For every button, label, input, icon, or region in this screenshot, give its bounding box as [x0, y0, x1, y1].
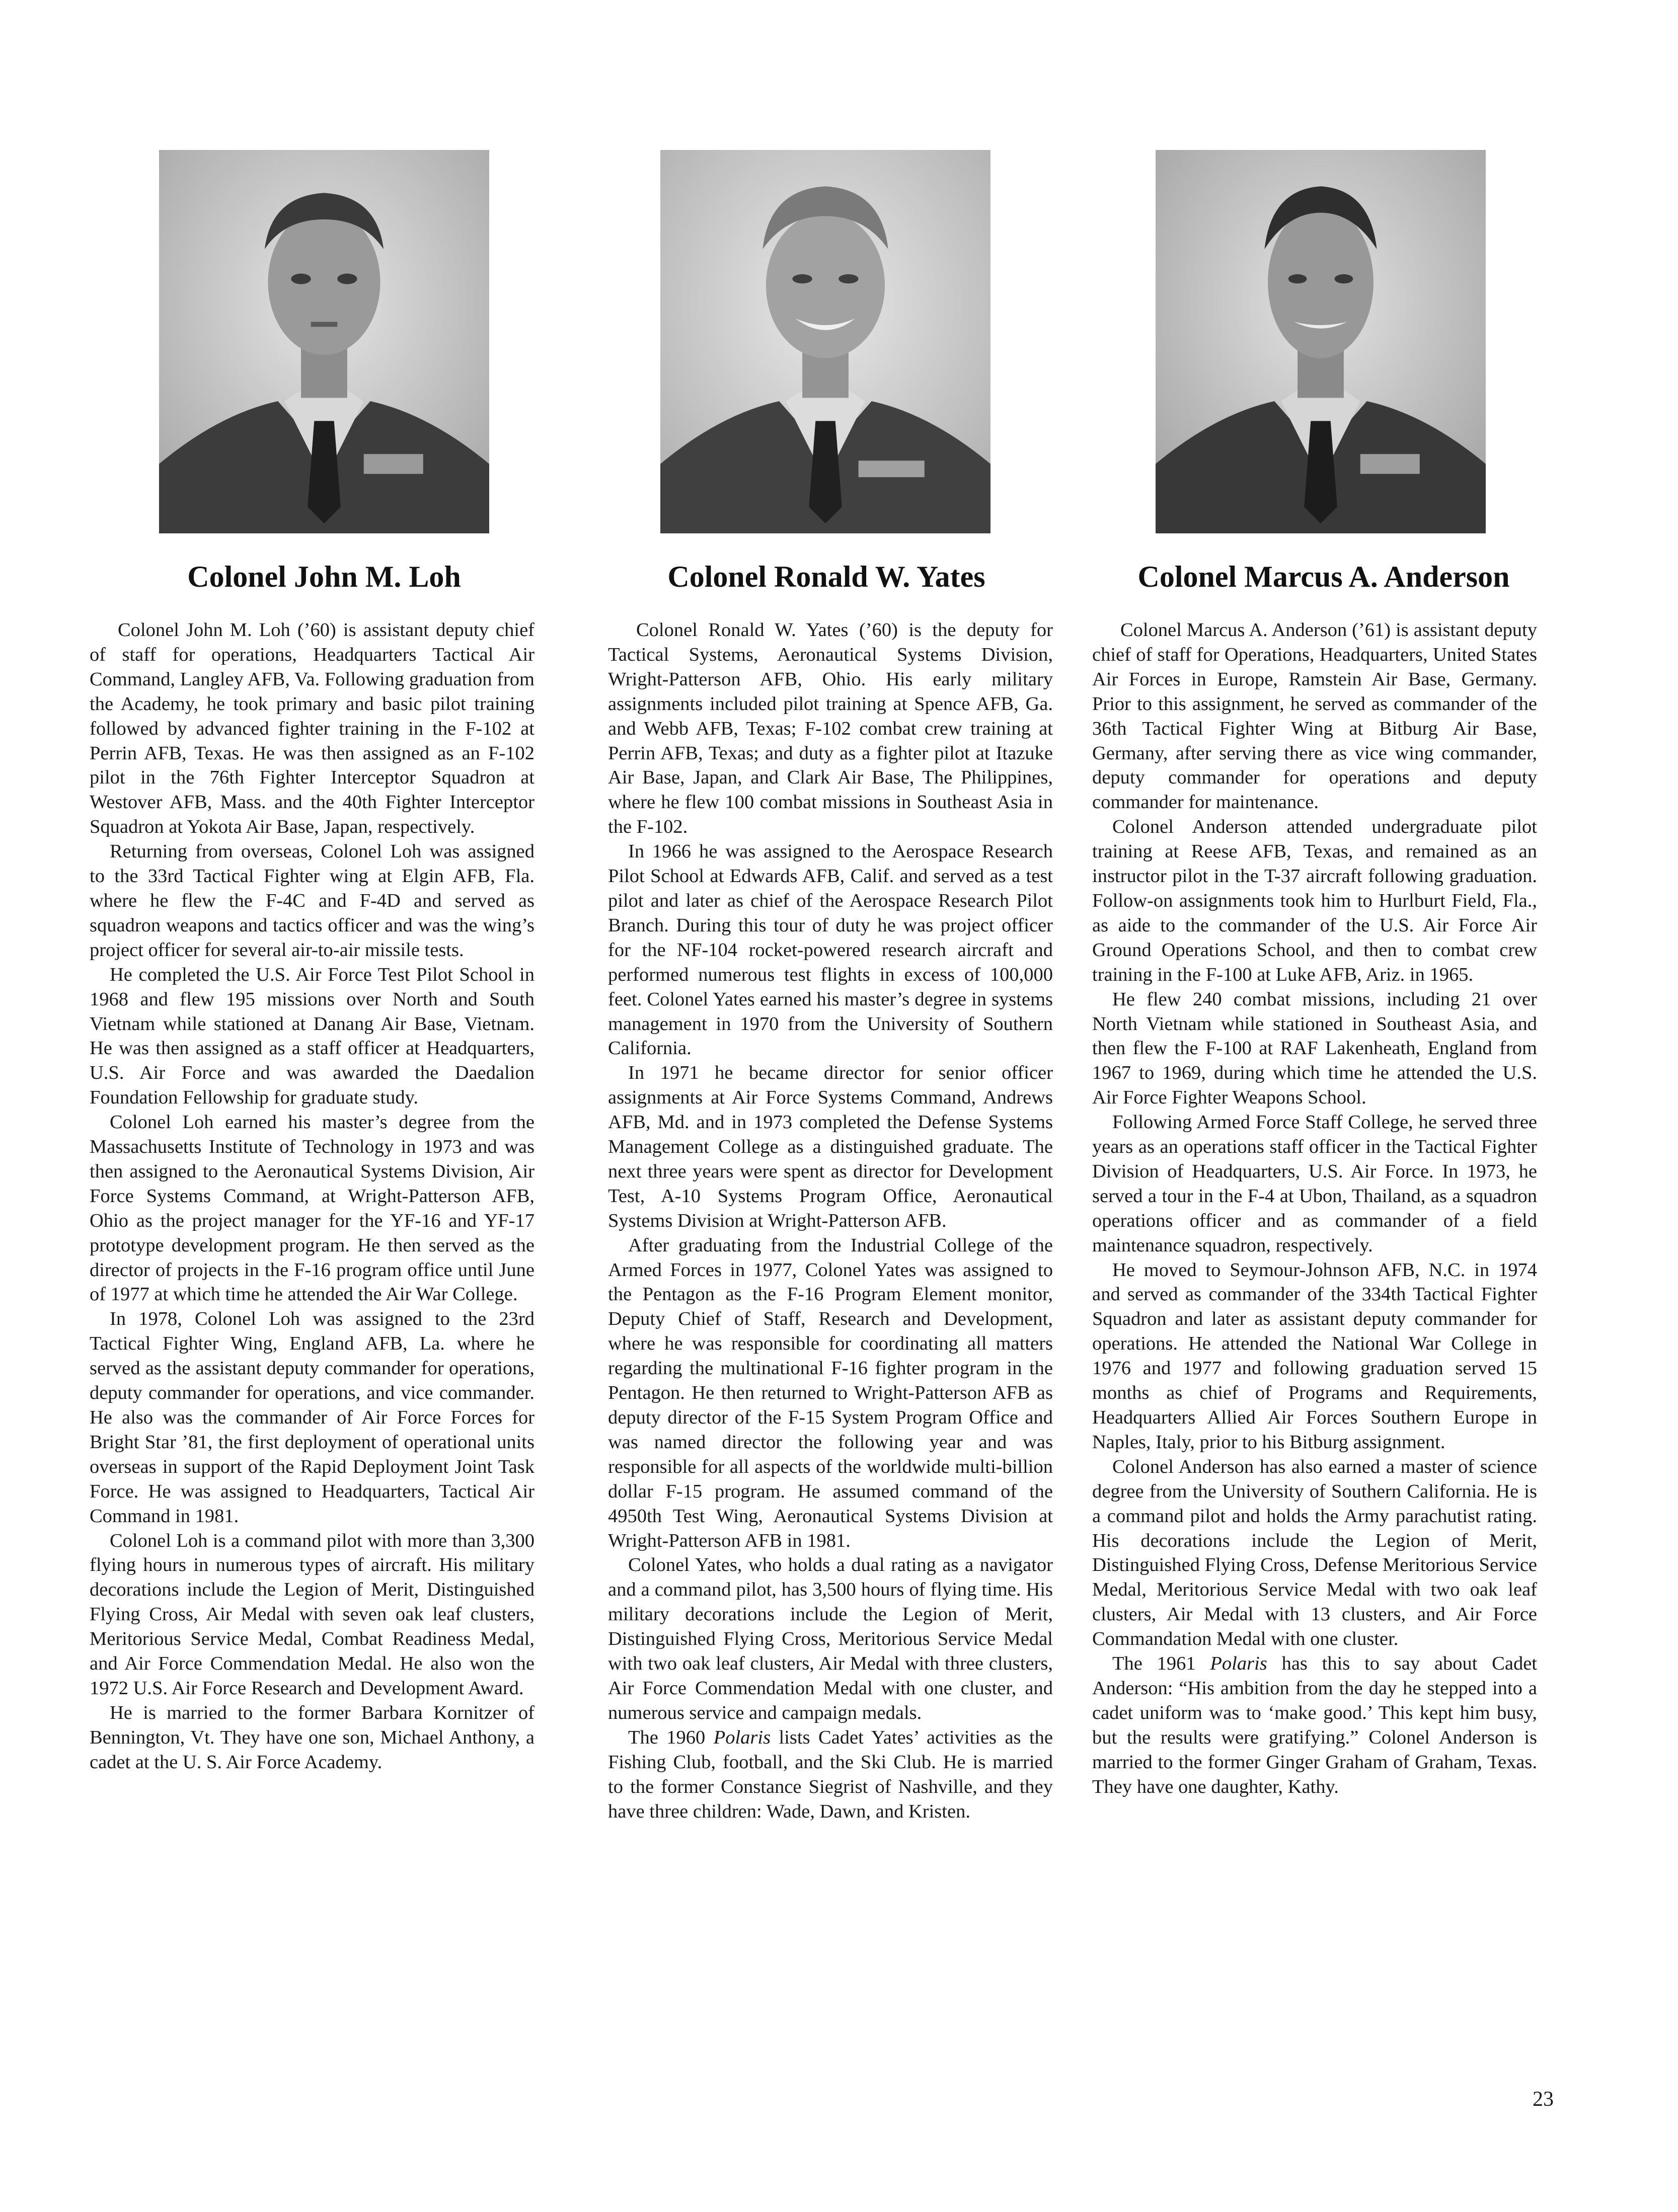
officer-name-loh: Colonel John M. Loh	[187, 560, 461, 593]
bio-paragraph: Colonel Loh is a command pilot with more than 3,300 flying hours in numerous types of aircraft. His military decorations include the Legion of Merit, Distinguished Flying Cross, Air Medal with seven oak leaf clusters, Meritorious Service Medal, Combat Readiness Medal, and Air Force Commendation Medal. He also won the 1972 U.S. Air Force Research and Development Award.	[90, 1530, 535, 1699]
bio-paragraph: He flew 240 combat missions, including 21 over North Vietnam while stationed in Southeast Asia, and then flew the F-100 at RAF Lakenheath, England from 1967 to 1969, during which time he attended the U.S. Air Force Fighter Weapons School.	[1092, 988, 1537, 1109]
bio-paragraph: In 1966 he was assigned to the Aerospace Research Pilot School at Edwards AFB, Calif. and served as a test pilot and later as chief of the Aerospace Research Pilot Branch. During this tour of duty he was project officer for the NF-104 rocket-powered research aircraft and performed numerous test flights in excess of 100,000 feet. Colonel Yates earned his master’s degree in systems management in 1970 from the University of Southern California.	[608, 841, 1053, 1059]
bio-paragraph: Returning from overseas, Colonel Loh was assigned to the 33rd Tactical Fighter wing at Elgin AFB, Fla. where he flew the F-4C and F-4D and served as squadron weapons and tactics officer and was the wing’s project officer for several air-to-air missile tests.	[90, 841, 535, 961]
bio-paragraph: Colonel Anderson attended undergraduate pilot training at Reese AFB, Texas, and remained as an instructor pilot in the T-37 aircraft following graduation. Follow-on assignments took him to Hurlburt Field, Fla., as aide to the commander of the U.S. Air Force Air Ground Operations School, and then to combat crew training in the F-100 at Luke AFB, Ariz. in 1965.	[1092, 816, 1537, 985]
bio-paragraph	[608, 1725, 1053, 1824]
bio-paragraph: Colonel Marcus A. Anderson (’61) is assistant deputy chief of staff for Operations, Headquarters, United States Air Forces in Europe, Ramstein Air Base, Germany. Prior to this assignment, he served as commander of the 36th Tactical Fighter Wing at Bitburg Air Base, Germany, after serving there as vice wing commander, deputy commander for operations and deputy commander for maintenance.	[1092, 619, 1537, 813]
officer-name-anderson: Colonel Marcus A. Anderson	[1137, 560, 1510, 593]
bio-paragraph: After graduating from the Industrial College of the Armed Forces in 1977, Colonel Yates was assigned to the Pentagon as the F-16 Program Element monitor, Deputy Chief of Staff, Research and Development, where he was responsible for coordinating all matters regarding the multinational F-16 fighter program in the Pentagon. He then returned to Wright-Patterson AFB as deputy director of the F-15 System Program Office and was named director the following year and was responsible for all aspects of the worldwide multi-billion dollar F-15 program. He assumed command of the 4950th Test Wing, Aeronautical Systems Division at Wright-Patterson AFB in 1981.	[608, 1234, 1053, 1551]
bio-paragraph: He moved to Seymour-Johnson AFB, N.C. in 1974 and served as commander of the 334th Tactical Fighter Squadron and later as assistant deputy commander for operations. He attended the National War College in 1976 and 1977 and following graduation served 15 months as chief of Programs and Requirements, Headquarters Allied Air Forces Southern Europe in Naples, Italy, prior to his Bitburg assignment.	[1092, 1259, 1537, 1453]
bio-anderson	[1092, 618, 1537, 1799]
bio-paragraph: In 1971 he became director for senior officer assignments at Air Force Systems Command, Andrews AFB, Md. and in 1973 completed the Defense Systems Management College as a distinguished graduate. The next three years were spent as director for Development Test, A-10 Systems Program Office, Aeronautical Systems Division at Wright-Patterson AFB.	[608, 1062, 1053, 1231]
bio-paragraph: Colonel Ronald W. Yates (’60) is the deputy for Tactical Systems, Aeronautical Systems Division, Wright-Patterson AFB, Ohio. His early military assignments included pilot training at Spence AFB, Ga. and Webb AFB, Texas; F-102 combat crew training at Perrin AFB, Texas; and duty as a fighter pilot at Itazuke Air Base, Japan, and Clark Air Base, The Philippines, where he flew 100 combat missions in Southeast Asia in the F-102.	[608, 619, 1053, 838]
paragraph-text: lists Cadet Yates’ activities as the Fishing Club, football, and the Ski Club. He is married to the former Constance Siegrist of Nashville, and they have three children: Wade, Dawn, and Kristen.	[608, 1726, 1053, 1822]
paragraph-text: The 1960	[628, 1726, 714, 1748]
bio-paragraph: Colonel John M. Loh (’60) is assistant deputy chief of staff for operations, Headquarters Tactical Air Command, Langley AFB, Va. Following graduation from the Academy, he took primary and basic pilot training followed by advanced fighter training in the F-102 at Perrin AFB, Texas. He was then assigned as an F-102 pilot in the 76th Fighter Interceptor Squadron at Westover AFB, Mass. and the 40th Fighter Interceptor Squadron at Yokota Air Base, Japan, respectively.	[90, 619, 535, 838]
officer-name-yates: Colonel Ronald W. Yates	[667, 560, 985, 593]
bio-paragraph: Colonel Loh earned his master’s degree from the Massachusetts Institute of Technology in 1973 and was then assigned to the Aeronautical Systems Division, Air Force Systems Command, at Wright-Patterson AFB, Ohio as the project manager for the YF-16 and YF-17 prototype development program. He then served as the director of projects in the F-16 program office until June of 1977 at which time he attended the Air War College.	[90, 1112, 535, 1305]
page-number: 23	[1533, 2088, 1554, 2111]
paragraph-text: has this to say about Cadet Anderson: “His ambition from the day he stepped into a cadet uniform was to ‘make good.’ This kept him busy, but the results were gratifying.” Colonel Anderson is married to the former Ginger Graham of Graham, Texas. They have one daughter, Kathy.	[1092, 1653, 1537, 1797]
bio-paragraph: He is married to the former Barbara Kornitzer of Bennington, Vt. They have one son, Michael Anthony, a cadet at the U. S. Air Force Academy.	[90, 1702, 535, 1773]
bio-paragraph: Colonel Anderson has also earned a master of science degree from the University of Southern California. He is a command pilot and holds the Army parachutist rating. His decorations include the Legion of Merit, Distinguished Flying Cross, Defense Meritorious Service Medal, Meritorious Service Medal with two oak leaf clusters, Air Medal with 13 clusters, and Air Force Commandation Medal with one cluster.	[1092, 1456, 1537, 1650]
publication-title: Polaris	[1210, 1653, 1267, 1675]
portrait-loh	[159, 150, 489, 533]
bio-paragraph: Following Armed Force Staff College, he served three years as an operations staff officer in the Tactical Fighter Division of Headquarters, U.S. Air Force. In 1973, he served a tour in the F-4 at Ubon, Thailand, as a squadron operations officer and as commander of a field maintenance squadron, respectively.	[1092, 1112, 1537, 1256]
publication-title: Polaris	[713, 1726, 771, 1748]
portrait-anderson	[1156, 150, 1486, 533]
bio-paragraph	[1092, 1651, 1537, 1799]
bio-yates	[608, 618, 1053, 1824]
paragraph-text: The 1961	[1112, 1653, 1210, 1675]
bio-paragraph: In 1978, Colonel Loh was assigned to the 23rd Tactical Fighter Wing, England AFB, La. where he served as the assistant deputy commander for operations, deputy commander for operations, and vice commander. He also was the commander of Air Force Forces for Bright Star ’81, the first deployment of operational units overseas in support of the Rapid Deployment Joint Task Force. He was assigned to Headquarters, Tactical Air Command in 1981.	[90, 1308, 535, 1527]
bio-loh	[90, 618, 535, 1775]
bio-paragraph: Colonel Yates, who holds a dual rating as a navigator and a command pilot, has 3,500 hours of flying time. His military decorations include the Legion of Merit, Distinguished Flying Cross, Meritorious Service Medal with two oak leaf clusters, Air Medal with three clusters, Air Force Commendation Medal with one cluster, and numerous service and campaign medals.	[608, 1554, 1053, 1723]
portrait-yates	[660, 150, 990, 533]
bio-paragraph: He completed the U.S. Air Force Test Pilot School in 1968 and flew 195 missions over North and South Vietnam while stationed at Danang Air Base, Vietnam. He was then assigned as a staff officer at Headquarters, U.S. Air Force and was awarded the Daedalion Foundation Fellowship for graduate study.	[90, 964, 535, 1109]
